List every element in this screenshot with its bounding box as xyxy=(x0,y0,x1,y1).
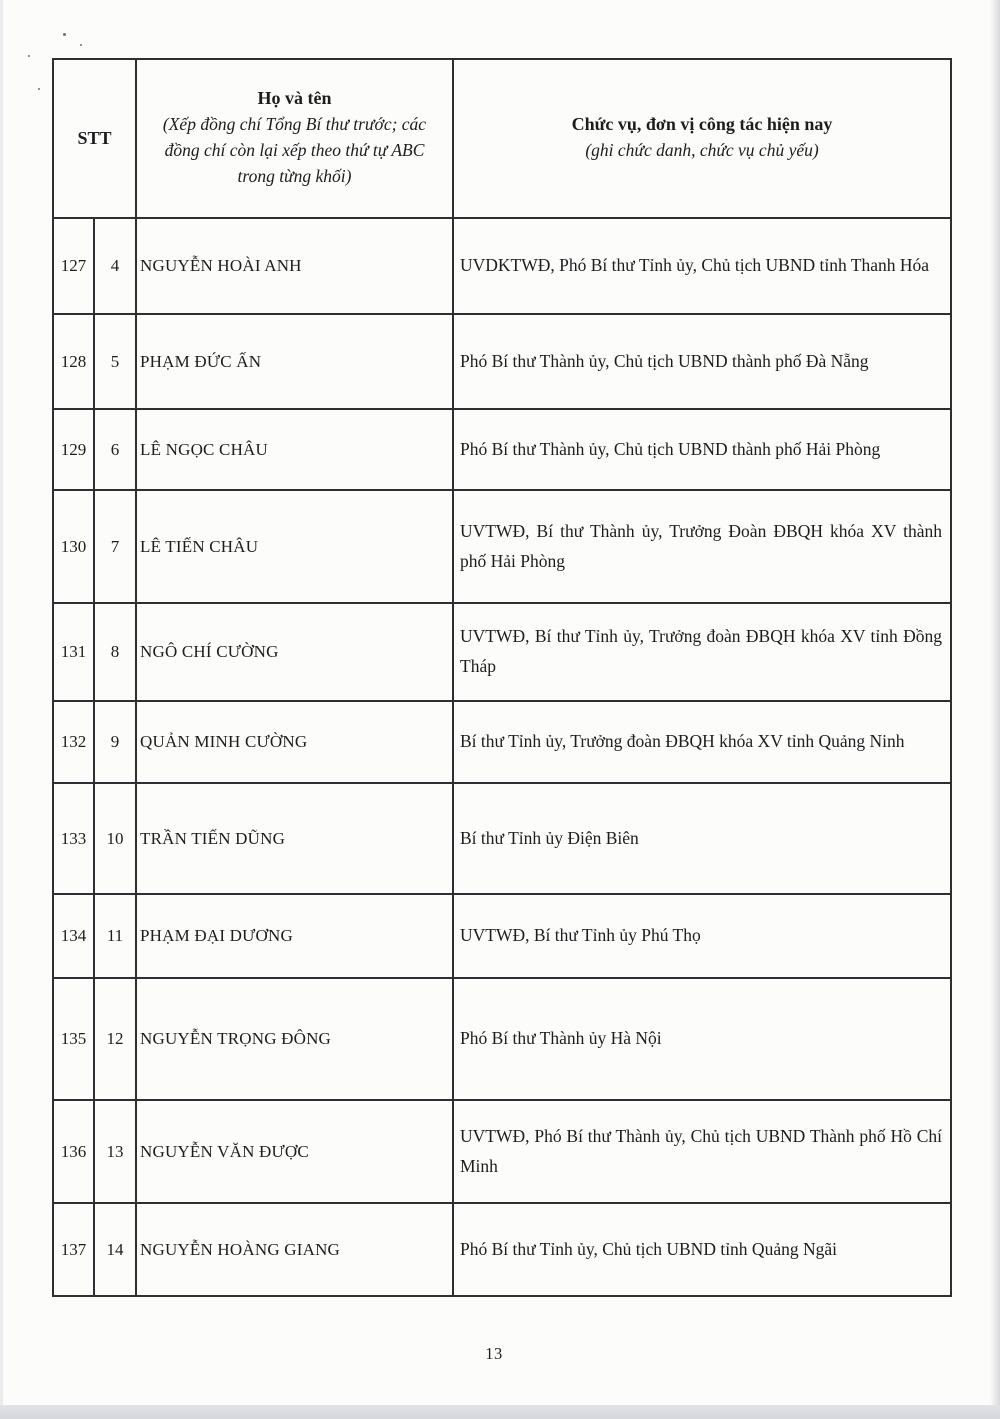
table-row xyxy=(53,314,951,409)
cell-sub-number: 9 xyxy=(94,701,136,783)
cell-position: Bí thư Tỉnh ủy Điện Biên xyxy=(453,783,951,894)
cell-stt: 129 xyxy=(53,409,94,490)
table-header-row xyxy=(53,59,951,218)
header-position-title: Chức vụ, đơn vị công tác hiện nay xyxy=(571,113,833,134)
cell-stt: 130 xyxy=(53,490,94,603)
page-number: 13 xyxy=(485,1344,503,1363)
cell-stt: 133 xyxy=(53,783,94,894)
cell-position: UVTWĐ, Phó Bí thư Thành ủy, Chủ tịch UBND Thành phố Hồ Chí Minh xyxy=(453,1100,951,1203)
scan-speck xyxy=(28,55,30,57)
header-name-note: (Xếp đồng chí Tổng Bí thư trước; các đồng chí còn lại xếp theo thứ tự ABC trong từng khối) xyxy=(162,113,427,187)
cell-position: UVTWĐ, Bí thư Thành ủy, Trưởng Đoàn ĐBQH khóa XV thành phố Hải Phòng xyxy=(453,490,951,603)
cell-position: Phó Bí thư Thành ủy Hà Nội xyxy=(453,978,951,1100)
cell-position: UVDKTWĐ, Phó Bí thư Tỉnh ủy, Chủ tịch UBND tỉnh Thanh Hóa xyxy=(453,218,951,314)
personnel-table xyxy=(52,58,952,1297)
cell-name: LÊ NGỌC CHÂU xyxy=(136,409,453,490)
header-name xyxy=(136,59,453,218)
cell-sub-number: 4 xyxy=(94,218,136,314)
scan-speck xyxy=(63,33,66,36)
cell-stt: 135 xyxy=(53,978,94,1100)
cell-position: Phó Bí thư Thành ủy, Chủ tịch UBND thành phố Đà Nẵng xyxy=(453,314,951,409)
cell-sub-number: 12 xyxy=(94,978,136,1100)
cell-name: NGÔ CHÍ CƯỜNG xyxy=(136,603,453,701)
scan-speck xyxy=(80,44,82,46)
cell-stt: 137 xyxy=(53,1203,94,1296)
cell-stt: 132 xyxy=(53,701,94,783)
table-row xyxy=(53,978,951,1100)
cell-stt: 127 xyxy=(53,218,94,314)
header-stt: STT xyxy=(53,59,136,218)
cell-stt: 128 xyxy=(53,314,94,409)
cell-position: Bí thư Tỉnh ủy, Trưởng đoàn ĐBQH khóa XV tỉnh Quảng Ninh xyxy=(453,701,951,783)
scan-edge-right xyxy=(990,0,1000,1419)
table-row xyxy=(53,783,951,894)
table-row xyxy=(53,490,951,603)
cell-name: LÊ TIẾN CHÂU xyxy=(136,490,453,603)
cell-sub-number: 11 xyxy=(94,894,136,978)
cell-position: Phó Bí thư Tỉnh ủy, Chủ tịch UBND tỉnh Quảng Ngãi xyxy=(453,1203,951,1296)
cell-position: UVTWĐ, Bí thư Tỉnh ủy, Trưởng đoàn ĐBQH khóa XV tỉnh Đồng Tháp xyxy=(453,603,951,701)
cell-sub-number: 8 xyxy=(94,603,136,701)
cell-sub-number: 14 xyxy=(94,1203,136,1296)
cell-name: TRẦN TIẾN DŨNG xyxy=(136,783,453,894)
cell-position: Phó Bí thư Thành ủy, Chủ tịch UBND thành phố Hải Phòng xyxy=(453,409,951,490)
cell-sub-number: 6 xyxy=(94,409,136,490)
cell-stt: 134 xyxy=(53,894,94,978)
scan-speck xyxy=(38,88,40,90)
cell-name: NGUYỄN HOÀI ANH xyxy=(136,218,453,314)
table-row xyxy=(53,409,951,490)
header-name-title: Họ và tên xyxy=(257,87,332,108)
table-row xyxy=(53,701,951,783)
cell-sub-number: 13 xyxy=(94,1100,136,1203)
table-row xyxy=(53,218,951,314)
header-position xyxy=(453,59,951,218)
cell-name: PHẠM ĐẠI DƯƠNG xyxy=(136,894,453,978)
table-row xyxy=(53,894,951,978)
cell-name: NGUYỄN VĂN ĐƯỢC xyxy=(136,1100,453,1203)
cell-sub-number: 7 xyxy=(94,490,136,603)
cell-position: UVTWĐ, Bí thư Tỉnh ủy Phú Thọ xyxy=(453,894,951,978)
cell-name: NGUYỄN HOÀNG GIANG xyxy=(136,1203,453,1296)
header-position-note: (ghi chức danh, chức vụ chủ yếu) xyxy=(585,139,819,160)
scan-edge-bottom xyxy=(0,1405,1000,1419)
cell-sub-number: 5 xyxy=(94,314,136,409)
cell-name: NGUYỄN TRỌNG ĐÔNG xyxy=(136,978,453,1100)
scan-edge-left xyxy=(0,0,3,1419)
cell-name: PHẠM ĐỨC ẤN xyxy=(136,314,453,409)
cell-name: QUẢN MINH CƯỜNG xyxy=(136,701,453,783)
cell-stt: 131 xyxy=(53,603,94,701)
table-row xyxy=(53,1203,951,1296)
cell-sub-number: 10 xyxy=(94,783,136,894)
table-row xyxy=(53,603,951,701)
cell-stt: 136 xyxy=(53,1100,94,1203)
table-row xyxy=(53,1100,951,1203)
